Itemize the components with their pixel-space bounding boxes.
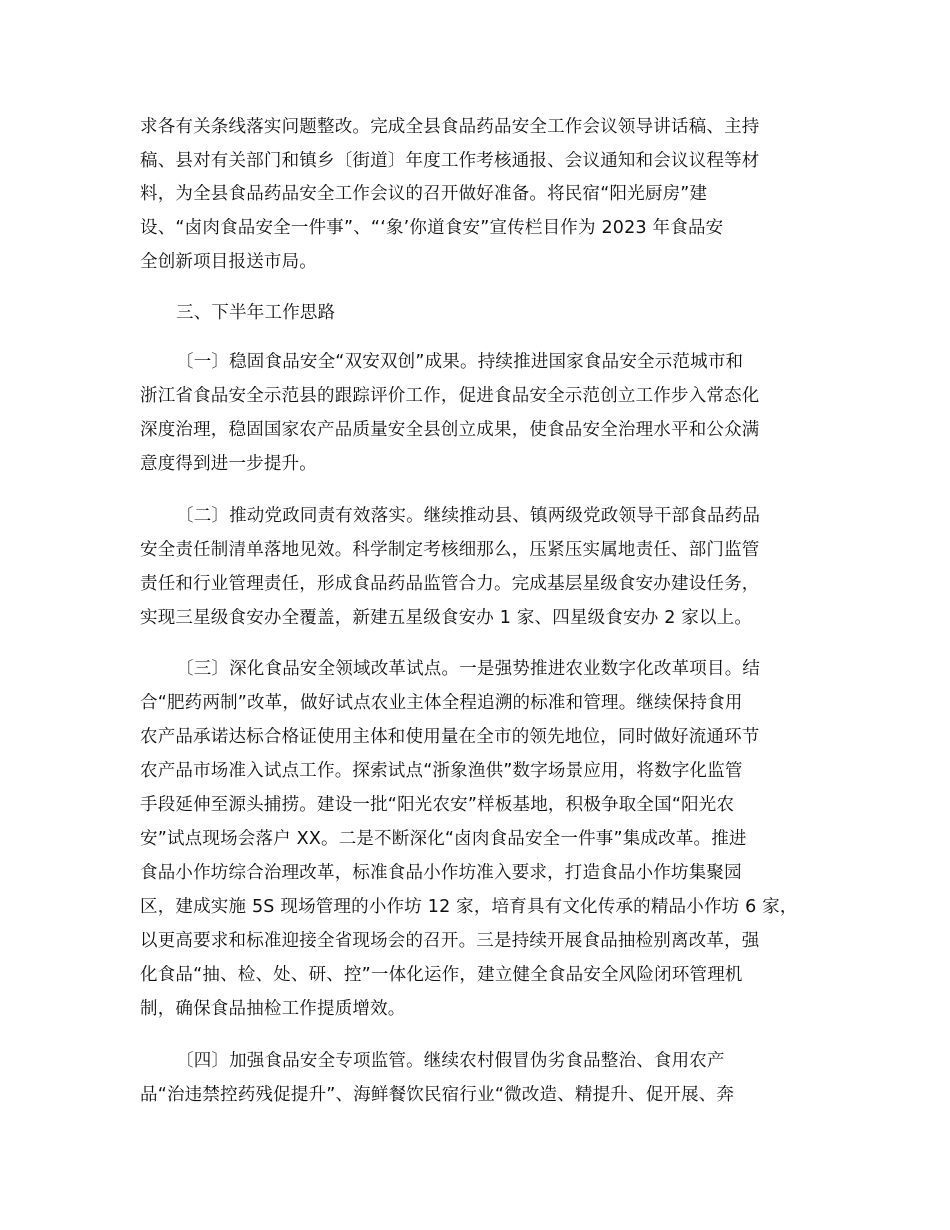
text-line: 〔二〕推动党政同责有效落实。继续推动县、镇两级党政领导干部食品药品 — [176, 506, 761, 526]
text-line: 料，为全县食品药品安全工作会议的召开做好准备。将民宿“阳光厨房”建 — [140, 184, 708, 204]
text-line: 化食品“抽、检、处、研、控”一体化运作，建立健全食品安全风险闭环管理机 — [140, 965, 743, 985]
text-line: 手段延伸至源头捕捞。建设一批“阳光农安”样板基地，积极争取全国“阳光农 — [140, 795, 735, 815]
text-line: 食品小作坊综合治理改革，标准食品小作坊准入要求，打造食品小作坊集聚园 — [140, 863, 742, 883]
text-line: 求各有关条线落实问题整改。完成全县食品药品安全工作会议领导讲话稿、主持 — [140, 117, 760, 137]
text-line: 稿、县对有关部门和镇乡〔街道〕年度工作考核通报、会议通知和会议议程等材 — [140, 151, 760, 171]
text-line: 实现三星级食安办全覆盖，新建五星级食安办 1 家、四星级食安办 2 家以上。 — [140, 608, 753, 628]
text-line: 〔三〕深化食品安全领域改革试点。一是强势推进农业数字化改革项目。结 — [176, 659, 761, 679]
text-line: 〔一〕稳固食品安全“双安双创”成果。持续推进国家食品安全示范城市和 — [176, 352, 744, 372]
text-line: 制，确保食品抽检工作提质增效。 — [140, 999, 406, 1019]
text-line: 安全责任制清单落地见效。科学制定考核细那么，压紧压实属地责任、部门监管 — [140, 540, 760, 560]
text-line: 全创新项目报送市局。 — [140, 252, 317, 272]
text-line: 农产品市场准入试点工作。探索试点“浙象渔供”数字场景应用，将数字化监管 — [140, 761, 743, 781]
text-line: 合“肥药两制”改革，做好试点农业主体全程追溯的标准和管理。继续保持食用 — [140, 693, 743, 713]
text-line: 品“治违禁控药残促提升”、海鲜餐饮民宿行业“微改造、精提升、促开展、奔 — [140, 1085, 735, 1105]
text-line: 责任和行业管理责任，形成食品药品监管合力。完成基层星级食安办建设任务， — [140, 574, 760, 594]
text-line: 区，建成实施 5S 现场管理的小作坊 12 家，培育具有文化传承的精品小作坊 6 家， — [140, 897, 798, 917]
section-heading: 三、下半年工作思路 — [176, 303, 336, 323]
text-line: 浙江省食品安全示范县的跟踪评价工作，促进食品安全示范创立工作步入常态化 — [140, 386, 760, 406]
text-line: 设、“卤肉食品安全一件事”、“‘象’你道食安”宣传栏目作为 2023 年食品安 — [140, 218, 724, 238]
text-line: 农产品承诺达标合格证使用主体和使用量在全市的领先地位，同时做好流通环节 — [140, 727, 760, 747]
text-line: 意度得到进一步提升。 — [140, 454, 317, 474]
text-line: 以更高要求和标准迎接全省现场会的召开。三是持续开展食品抽检别离改革，强 — [140, 931, 760, 951]
text-line: 安”试点现场会落户 XX。二是不断深化“卤肉食品安全一件事”集成改革。推进 — [140, 829, 747, 849]
text-line: 深度治理，稳固国家农产品质量安全县创立成果，使食品安全治理水平和公众满 — [140, 420, 760, 440]
text-line: 〔四〕加强食品安全专项监管。继续农村假冒伪劣食品整治、食用农产 — [176, 1051, 725, 1071]
